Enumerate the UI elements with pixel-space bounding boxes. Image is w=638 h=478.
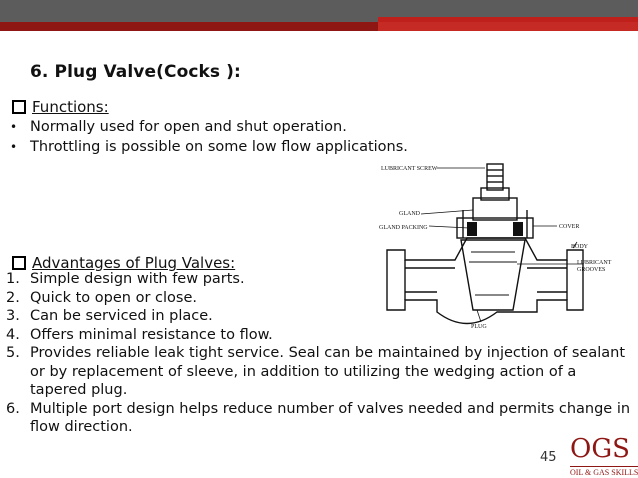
ogs-logo xyxy=(568,434,638,478)
advantages-heading-text: Advantages of Plug Valves: xyxy=(32,254,236,272)
red-stripe xyxy=(0,22,638,31)
red-stripe-accent xyxy=(378,22,638,31)
item-number: 6. xyxy=(6,400,20,417)
item-text: Multiple port design helps reduce number of valves needed and permits change in flow direction. xyxy=(30,400,631,435)
label-gland-packing: GLAND PACKING xyxy=(379,225,428,231)
list-item xyxy=(6,400,636,437)
label-cover: COVER xyxy=(559,224,580,230)
label-lubricant-screw: LUBRICANT SCREW xyxy=(381,166,438,172)
checkbox-bullet-icon xyxy=(12,256,26,270)
label-body: BODY xyxy=(571,244,589,250)
label-lubricant: LUBRICANT xyxy=(577,260,612,266)
item-number: 5. xyxy=(6,345,20,361)
list-item xyxy=(6,289,636,308)
list-item xyxy=(6,307,636,326)
item-number: 4. xyxy=(6,326,20,343)
item-number: 2. xyxy=(6,289,20,306)
item-number: 3. xyxy=(6,308,20,324)
item-text: Provides reliable leak tight service. Seal can be maintained by injection of sealant or by replacement of sleeve, in addition to utilizing the wedging action of a tapered plug. xyxy=(30,345,626,398)
checkbox-bullet-icon xyxy=(12,100,26,114)
page-number: 45 xyxy=(540,450,557,465)
advantages-list xyxy=(6,270,636,437)
functions-list xyxy=(10,117,408,157)
functions-heading xyxy=(12,98,109,116)
item-text: Offers minimal resistance to flow. xyxy=(30,326,273,343)
list-item: • Normally used for open and shut operation. xyxy=(10,117,408,137)
list-item xyxy=(6,344,636,400)
item-text: Simple design with few parts. xyxy=(30,271,245,287)
logo-text: OGS xyxy=(570,434,630,464)
item-text: Quick to open or close. xyxy=(30,289,197,306)
list-item xyxy=(6,270,636,289)
item-text: Can be serviced in place. xyxy=(30,308,213,324)
list-item xyxy=(6,326,636,345)
label-plug: PLUG xyxy=(471,324,487,330)
label-gland: GLAND xyxy=(399,211,420,217)
functions-heading-text: Functions: xyxy=(32,98,109,116)
logo-subtext: OIL & GAS SKILLS xyxy=(570,468,638,477)
slide-title: 6. Plug Valve(Cocks ): xyxy=(30,62,241,82)
item-number: 1. xyxy=(6,271,20,287)
top-banner xyxy=(0,0,638,22)
label-grooves: GROOVES xyxy=(577,267,606,273)
list-item: • Throttling is possible on some low flow applications. xyxy=(10,137,408,157)
